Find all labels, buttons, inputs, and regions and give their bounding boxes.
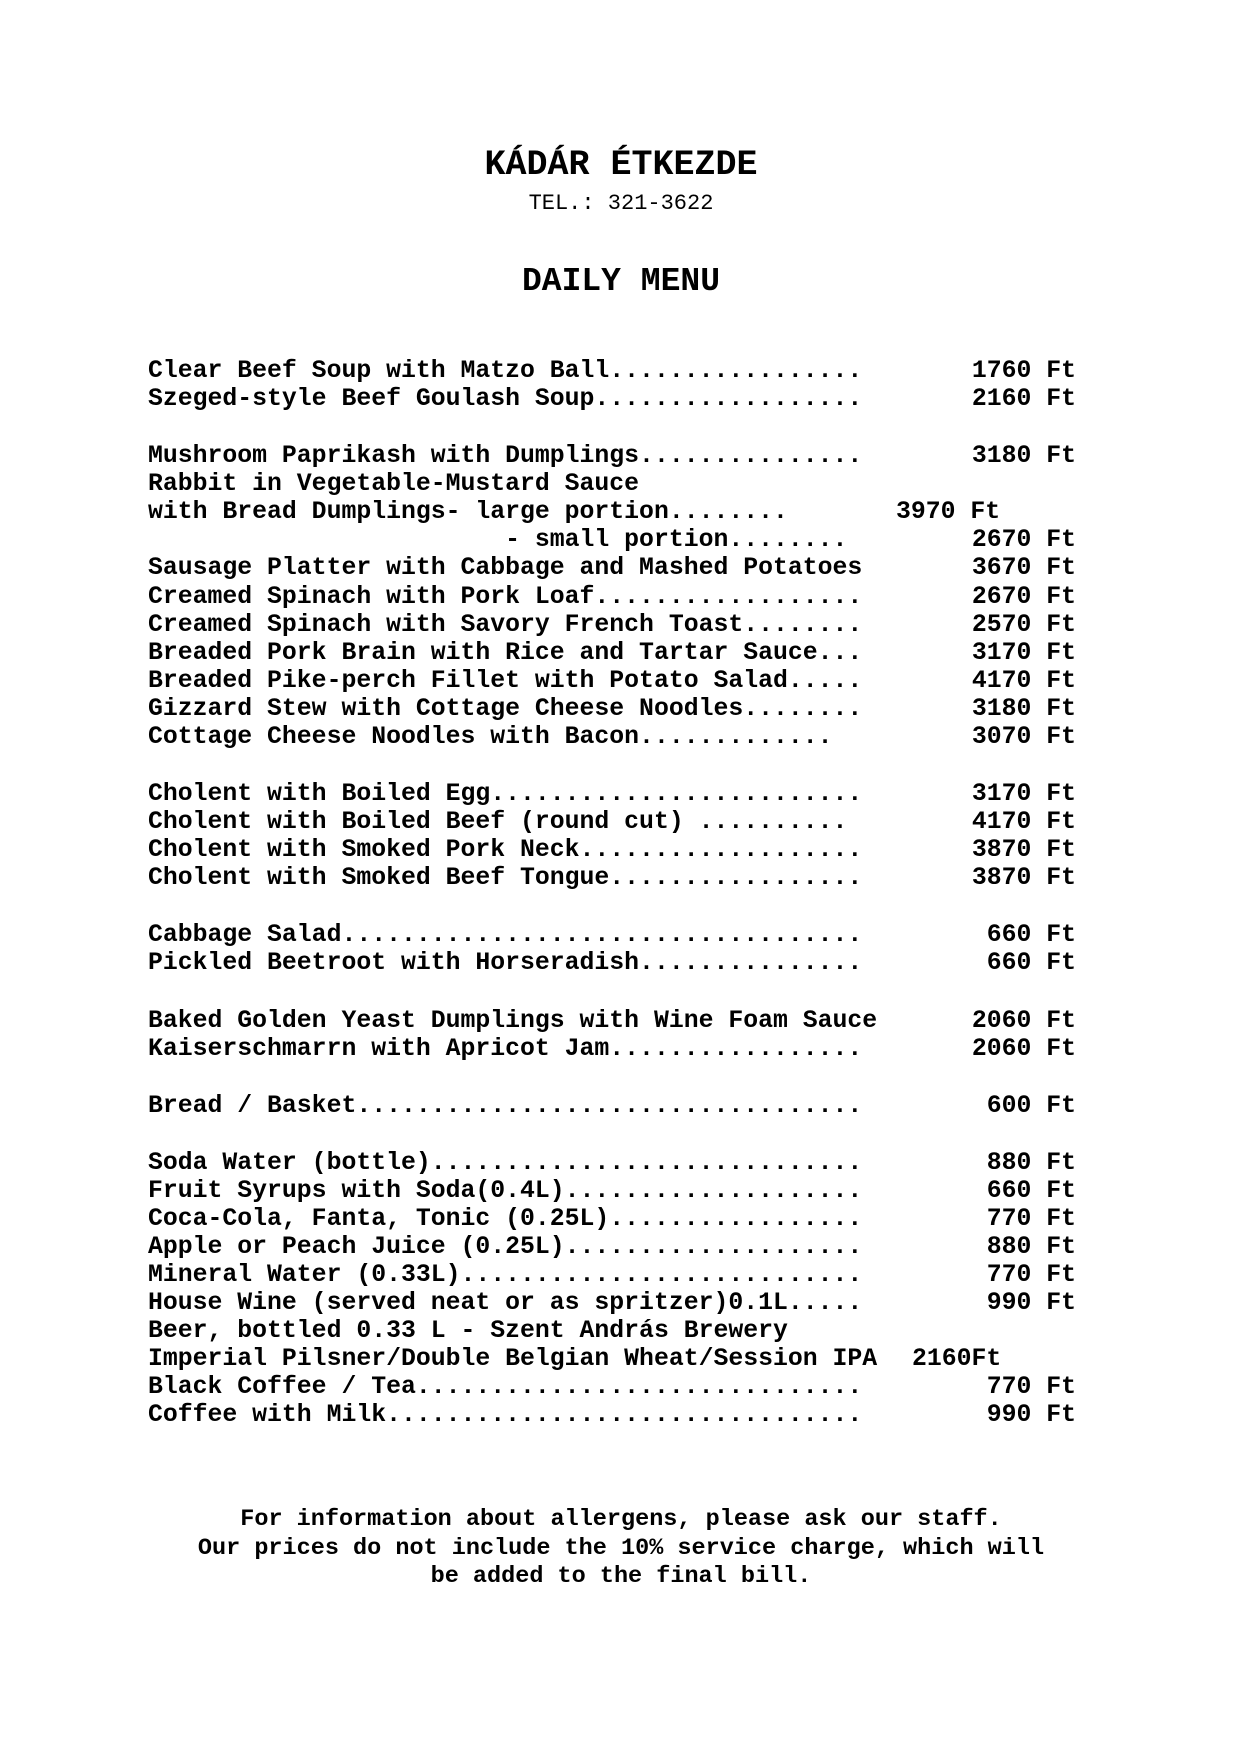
menu-item-name: House Wine (served neat or as spritzer)0.1L..... <box>148 1289 863 1317</box>
menu-item-price: 3070 Ft <box>971 723 1076 751</box>
telephone-number: TEL.: 321-3622 <box>528 191 714 216</box>
menu-item-name: Apple or Peach Juice (0.25L).................... <box>148 1233 863 1261</box>
menu-item-name: Mineral Water (0.33L)........................... <box>148 1261 863 1289</box>
menu-item-name: Coffee with Milk................................ <box>148 1401 863 1429</box>
menu-item-name: Creamed Spinach with Savory French Toast........ <box>148 611 863 639</box>
menu-item-price: 3180 Ft <box>971 695 1076 723</box>
menu-item-price: 990 Ft <box>986 1401 1076 1429</box>
menu-item-name: - small portion........ <box>148 526 848 554</box>
menu-item-name: Szeged-style Beef Goulash Soup.................. <box>148 385 863 413</box>
menu-item-name: Breaded Pork Brain with Rice and Tartar Sauce... <box>148 639 863 667</box>
menu-item-name: Pickled Beetroot with Horseradish............... <box>148 949 863 977</box>
menu-item-name: Cholent with Boiled Egg......................... <box>148 780 863 808</box>
menu-heading: DAILY MENU <box>521 263 721 300</box>
menu-item-name: Cholent with Smoked Beef Tongue................. <box>148 864 863 892</box>
menu-item-name: Kaiserschmarrn with Apricot Jam................. <box>148 1035 863 1063</box>
footer-line: Our prices do not include the 10% service charge, which will <box>197 1534 1045 1562</box>
menu-item-name: Fruit Syrups with Soda(0.4L).................... <box>148 1177 863 1205</box>
restaurant-name: KÁDÁR ÉTKEZDE <box>484 145 758 185</box>
menu-item-price: 660 Ft <box>986 949 1076 977</box>
menu-item-name: Beer, bottled 0.33 L - Szent András Brewery <box>148 1317 788 1345</box>
menu-item-name: with Bread Dumplings- large portion........ <box>148 498 788 526</box>
menu-item-name: Creamed Spinach with Pork Loaf.................. <box>148 583 863 611</box>
menu-item-price: 600 Ft <box>986 1092 1076 1120</box>
menu-item-price: 2160Ft <box>912 1345 1002 1373</box>
menu-item-price: 2670 Ft <box>971 583 1076 611</box>
menu-item-name: Black Coffee / Tea.............................. <box>148 1373 863 1401</box>
footer-note <box>0 1506 1242 1592</box>
menu-item-name: Sausage Platter with Cabbage and Mashed Potatoes <box>148 554 863 582</box>
menu-item-price: 3970 Ft <box>896 498 1001 526</box>
menu-item-name: Cholent with Smoked Pork Neck................... <box>148 836 863 864</box>
menu-item-name: Coca-Cola, Fanta, Tonic (0.25L)................. <box>148 1205 863 1233</box>
menu-item-price: 990 Ft <box>986 1289 1076 1317</box>
menu-item-price: 2570 Ft <box>971 611 1076 639</box>
menu-item-price: 880 Ft <box>986 1149 1076 1177</box>
menu-item-price: 3670 Ft <box>971 554 1076 582</box>
menu-item-price: 3170 Ft <box>971 780 1076 808</box>
menu-item-name: Cottage Cheese Noodles with Bacon............. <box>148 723 833 751</box>
menu-item-name: Imperial Pilsner/Double Belgian Wheat/Session IPA <box>148 1345 878 1373</box>
menu-item-price: 770 Ft <box>986 1261 1076 1289</box>
menu-item-name: Gizzard Stew with Cottage Cheese Noodles........ <box>148 695 863 723</box>
menu-item-price: 2670 Ft <box>971 526 1076 554</box>
menu-item-price: 660 Ft <box>986 921 1076 949</box>
menu-item-price: 1760 Ft <box>971 357 1076 385</box>
menu-item-name: Bread / Basket.................................. <box>148 1092 863 1120</box>
menu-item-price: 2060 Ft <box>971 1007 1076 1035</box>
menu-item-name: Clear Beef Soup with Matzo Ball................. <box>148 357 863 385</box>
menu-item-price: 3170 Ft <box>971 639 1076 667</box>
menu-item-price: 3870 Ft <box>971 836 1076 864</box>
menu-item-price: 2160 Ft <box>971 385 1076 413</box>
menu-item-price: 660 Ft <box>986 1177 1076 1205</box>
menu-item-name: Rabbit in Vegetable-Mustard Sauce <box>148 470 640 498</box>
menu-item-name: Baked Golden Yeast Dumplings with Wine Foam Sauce <box>148 1007 878 1035</box>
menu-item-price: 770 Ft <box>986 1205 1076 1233</box>
menu-item-price: 880 Ft <box>986 1233 1076 1261</box>
menu-item-name: Soda Water (bottle)............................. <box>148 1149 863 1177</box>
menu-item-name: Breaded Pike-perch Fillet with Potato Salad..... <box>148 667 863 695</box>
menu-item-price: 2060 Ft <box>971 1035 1076 1063</box>
menu-item-price: 4170 Ft <box>971 667 1076 695</box>
menu-item-name: Mushroom Paprikash with Dumplings............... <box>148 442 863 470</box>
footer-line: For information about allergens, please ask our staff. <box>240 1506 1002 1533</box>
menu-item-price: 3870 Ft <box>971 864 1076 892</box>
footer-line: be added to the final bill. <box>430 1563 812 1590</box>
menu-item-price: 4170 Ft <box>971 808 1076 836</box>
menu-item-name: Cholent with Boiled Beef (round cut) .......... <box>148 808 848 836</box>
menu-item-name: Cabbage Salad................................... <box>148 921 863 949</box>
menu-item-price: 3180 Ft <box>971 442 1076 470</box>
menu-item-price: 770 Ft <box>986 1373 1076 1401</box>
